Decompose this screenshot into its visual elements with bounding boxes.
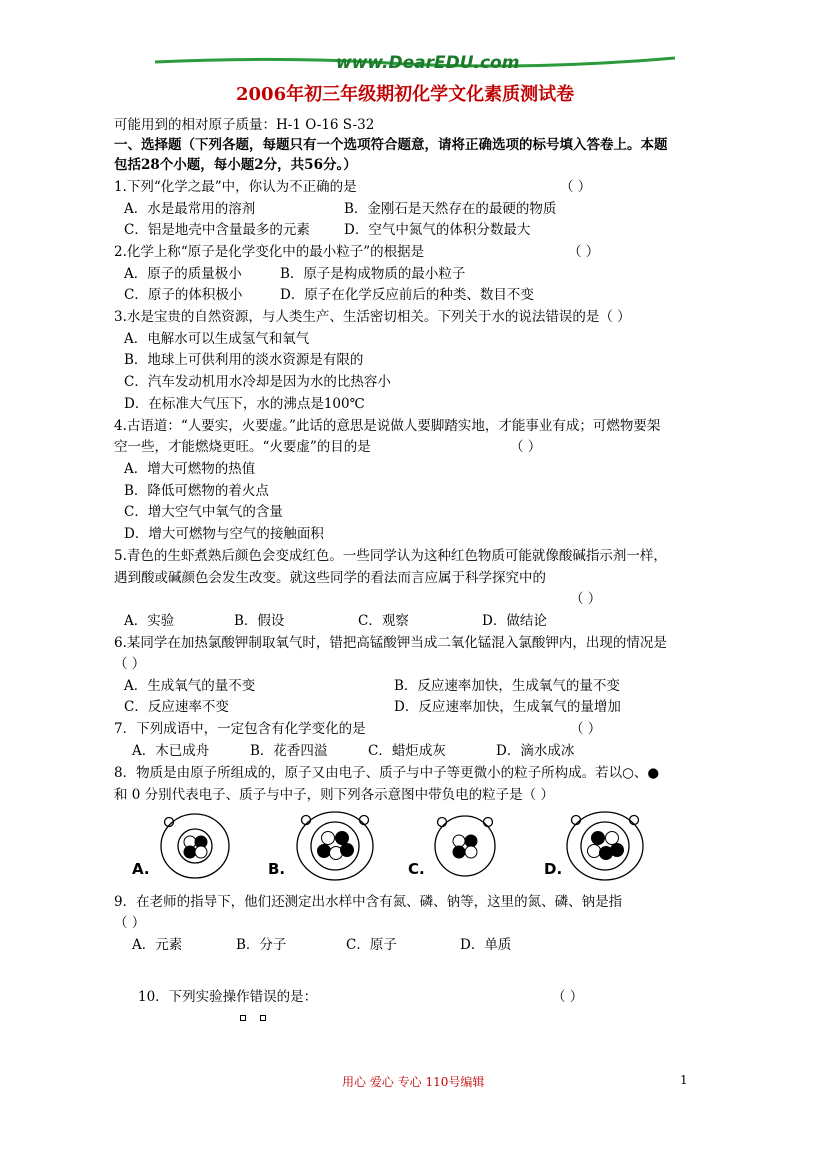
q7-answer-blank[interactable]: （ ） bbox=[570, 721, 602, 737]
q2-option-d: D．原子在化学反应前后的种类、数目不变 bbox=[280, 287, 534, 303]
q4-answer-blank[interactable]: （ ） bbox=[510, 439, 542, 455]
diagram-label-b: B. bbox=[268, 860, 286, 878]
q6-answer-blank[interactable]: （ ） bbox=[114, 656, 146, 672]
q3-option-d: D．在标准大气压下，水的沸点是100℃ bbox=[124, 396, 365, 412]
q8-stem-cont: 和 0 分别代表电子、质子与中子，则下列各示意图中带负电的粒子是（ ） bbox=[114, 787, 554, 803]
emphasis-marks bbox=[233, 1006, 273, 1025]
q9-option-b: B．分子 bbox=[236, 937, 287, 953]
q3-option-b: B．地球上可供利用的淡水资源是有限的 bbox=[124, 352, 364, 368]
q5-option-a: A．实验 bbox=[124, 613, 175, 629]
q3-stem: 3.水是宝贵的自然资源，与人类生产、生活密切相关。下列关于水的说法错误的是（ ） bbox=[114, 309, 631, 325]
diagram-label-a: A. bbox=[132, 860, 150, 878]
q9-option-c: C．原子 bbox=[346, 937, 397, 953]
q10-answer-blank[interactable]: （ ） bbox=[552, 989, 584, 1005]
q4-option-c: C．增大空气中氧气的含量 bbox=[124, 504, 283, 520]
diagram-label-c: C. bbox=[408, 860, 425, 878]
q9-answer-blank[interactable]: （ ） bbox=[114, 915, 146, 931]
q7-option-c: C．蜡炬成灰 bbox=[368, 743, 446, 759]
atom-diagrams bbox=[120, 806, 730, 886]
q9-option-d: D．单质 bbox=[460, 937, 512, 953]
q1-stem: 1.下列“化学之最”中，你认为不正确的是 bbox=[114, 179, 357, 195]
q1-option-c: C．铝是地壳中含量最多的元素 bbox=[124, 222, 310, 238]
q2-answer-blank[interactable]: （ ） bbox=[568, 244, 600, 260]
q1-answer-blank[interactable]: （ ） bbox=[560, 179, 592, 195]
q7-option-b: B．花香四溢 bbox=[250, 743, 328, 759]
q6-option-c: C．反应速率不变 bbox=[124, 699, 229, 715]
q8-stem: 8．物质是由原子所组成的，原子又由电子、质子与中子等更微小的粒子所构成。若以○、● bbox=[114, 765, 660, 781]
q4-stem: 4.古语道：“人要实，火要虚。”此话的意思是说做人要脚踏实地，才能事业有成；可燃物要架 bbox=[114, 418, 661, 434]
q3-option-c: C．汽车发动机用水冷却是因为水的比热容小 bbox=[124, 374, 391, 390]
q4-stem-cont: 空一些，才能燃烧更旺。“火要虚”的目的是 bbox=[114, 439, 371, 455]
q1-option-a: A．水是最常用的溶剂 bbox=[124, 201, 256, 217]
footer-text: 用心 爱心 专心 110号编辑 bbox=[342, 1075, 485, 1089]
q6-option-d: D．反应速率加快，生成氧气的量增加 bbox=[394, 699, 621, 715]
q5-stem-cont: 遇到酸或碱颜色会发生改变。就这些同学的看法而言应属于科学探究中的 bbox=[114, 570, 546, 586]
diagram-label-d: D. bbox=[544, 860, 563, 878]
q9-stem: 9．在老师的指导下，他们还测定出水样中含有氮、磷、钠等，这里的氮、磷、钠是指 bbox=[114, 894, 623, 910]
atomic-mass-note: 可能用到的相对原子质量：H-1 O-16 S-32 bbox=[114, 117, 375, 133]
q5-answer-blank[interactable]: （ ） bbox=[570, 591, 602, 607]
q5-stem: 5.青色的生虾煮熟后颜色会变成红色。一些同学认为这种红色物质可能就像酸碱指示剂一样， bbox=[114, 548, 667, 564]
q6-option-a: A．生成氧气的量不变 bbox=[124, 678, 256, 694]
page-title: 2006年初三年级期初化学文化素质测试卷 bbox=[236, 84, 575, 105]
q4-option-b: B．降低可燃物的着火点 bbox=[124, 483, 269, 499]
q7-stem: 7．下列成语中，一定包含有化学变化的是 bbox=[114, 721, 366, 737]
q2-stem: 2.化学上称“原子是化学变化中的最小粒子”的根据是 bbox=[114, 244, 425, 260]
q7-option-a: A．木已成舟 bbox=[132, 743, 210, 759]
q5-option-d: D．做结论 bbox=[482, 613, 547, 629]
q2-option-c: C．原子的体积极小 bbox=[124, 287, 243, 303]
q10-stem: 10．下列实验操作错误的是： bbox=[138, 989, 318, 1005]
site-url[interactable]: www.DearEDU.com bbox=[336, 53, 520, 73]
q1-option-d: D．空气中氮气的体积分数最大 bbox=[344, 222, 531, 238]
q2-option-a: A．原子的质量极小 bbox=[124, 266, 242, 282]
q1-option-b: B．金刚石是天然存在的最硬的物质 bbox=[344, 201, 557, 217]
q9-option-a: A．元素 bbox=[132, 937, 183, 953]
page-number: 1 bbox=[680, 1073, 688, 1087]
q6-stem: 6.某同学在加热氯酸钾制取氧气时，错把高锰酸钾当成二氧化锰混入氯酸钾内，出现的情况是 bbox=[114, 635, 667, 651]
q6-option-b: B．反应速率加快，生成氧气的量不变 bbox=[394, 678, 620, 694]
section-heading: 一、选择题（下列各题，每题只有一个选项符合题意，请将正确选项的标号填入答卷上。本题 bbox=[114, 137, 668, 153]
q2-option-b: B．原子是构成物质的最小粒子 bbox=[280, 266, 466, 282]
q7-option-d: D．滴水成冰 bbox=[496, 743, 575, 759]
q5-option-c: C．观察 bbox=[358, 613, 409, 629]
q5-option-b: B．假设 bbox=[234, 613, 285, 629]
section-heading-cont: 包括28个小题，每小题2分，共56分。） bbox=[114, 157, 357, 173]
q4-option-a: A．增大可燃物的热值 bbox=[124, 461, 256, 477]
q3-option-a: A．电解水可以生成氢气和氧气 bbox=[124, 331, 310, 347]
q4-option-d: D．增大可燃物与空气的接触面积 bbox=[124, 526, 324, 542]
